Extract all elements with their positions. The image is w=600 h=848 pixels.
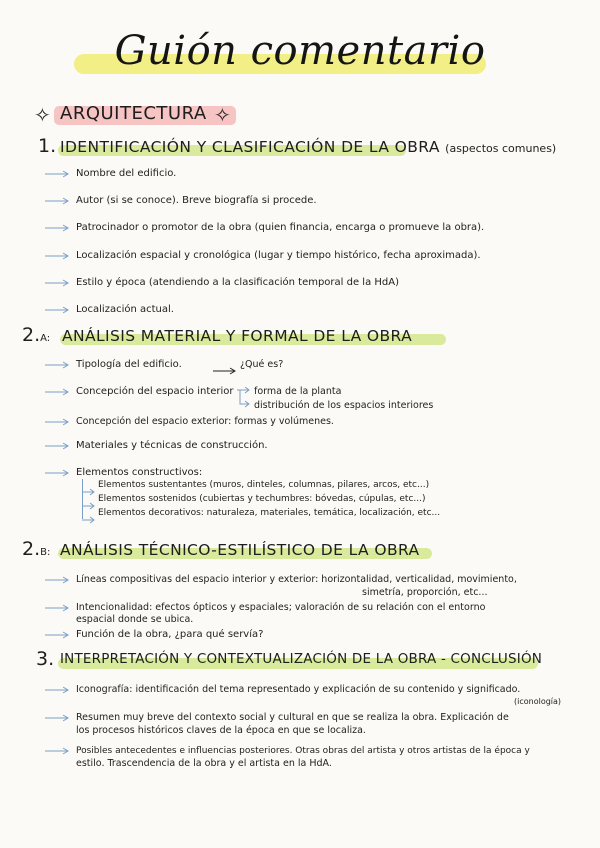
item-text: Concepción del espacio exterior: formas y volúmenes. [76,416,334,427]
item-text-continued: simetría, proporción, etc... [362,587,488,598]
arrow-right-icon [44,169,70,179]
sub-item-text: Elementos sostenidos (cubiertas y techumbres: bóvedas, cúpulas, etc...) [98,494,426,504]
arrow-right-icon [44,196,70,206]
page-title: Guión comentario [114,28,486,74]
section-2a-heading [0,324,600,350]
item-detail: forma de la planta [254,386,342,397]
arrow-right-icon [82,509,96,528]
arrow-right-icon [44,278,70,288]
arrow-right-icon [44,417,70,427]
section-1-title-text: IDENTIFICACIÓN Y CLASIFICACIÓN DE LA OBRA [60,138,440,156]
section-2b-heading [0,538,600,564]
item-text-continued: espacial donde se ubica. [76,614,194,625]
arrow-right-icon [44,713,70,723]
section-2b-number [22,538,50,560]
branch-arrow-icon [236,387,254,413]
section-1-note: (aspectos comunes) [445,142,557,155]
sub-item-text: Elementos decorativos: naturaleza, materiales, temática, localización, etc... [98,508,441,518]
item-text: Nombre del edificio. [76,168,177,179]
arrow-right-icon [44,360,70,370]
item-text: Elementos constructivos: [76,467,203,478]
item-text: Tipología del edificio. [76,359,182,370]
section-2a-sub: A: [40,333,51,344]
item-text: Resumen muy breve del contexto social y cultural en que se realiza la obra. Explicación de [76,712,509,723]
section-3-title: INTERPRETACIÓN Y CONTEXTUALIZACIÓN DE LA OBRA - CONCLUSIÓN [60,651,543,667]
item-text: Iconografía: identificación del tema representado y explicación de su contenido y significado. [76,684,521,695]
arrow-right-icon [44,685,70,695]
section-1-number: 1. [38,135,57,157]
item-text: Función de la obra, ¿para qué servía? [76,629,264,640]
section-1-title [60,138,556,156]
item-text: Concepción del espacio interior [76,386,234,397]
section-3-number: 3. [36,648,55,670]
sparkle-icon: ✧ [214,103,231,127]
item-text: Intencionalidad: efectos ópticos y espaciales; valoración de su relación con el entorno [76,602,486,613]
item-text: Patrocinador o promotor de la obra (quien financia, encarga o promueve la obra). [76,222,485,233]
sparkle-icon: ✧ [34,103,51,127]
arrow-right-icon [44,603,70,613]
sub-item-text: Elementos sustentantes (muros, dinteles, columnas, pilares, arcos, etc...) [98,480,430,490]
arrow-right-icon [44,630,70,640]
arrow-right-icon [212,361,238,380]
item-text: Localización actual. [76,304,174,315]
section-2a-number [22,324,50,346]
item-text-continued: los procesos históricos claves de la época en que se localiza. [76,725,366,736]
arrow-right-icon [44,305,70,315]
item-text: Autor (si se conoce). Breve biografía si procede. [76,195,317,206]
section-2b-num: 2. [22,538,41,560]
arrow-right-icon [44,575,70,585]
item-text: Materiales y técnicas de construcción. [76,440,268,451]
section-2a-num: 2. [22,324,41,346]
section-2b-sub: B: [40,547,51,558]
section-1-heading [0,135,600,161]
arrow-right-icon [44,387,70,397]
section-3-heading [0,648,600,674]
arrow-right-icon [44,441,70,451]
item-text-continued: estilo. Trascendencia de la obra y el artista en la HdA. [76,758,332,769]
item-text: Líneas compositivas del espacio interior y exterior: horizontalidad, verticalidad, movimiento, [76,574,517,585]
item-text: Posibles antecedentes e influencias posteriores. Otras obras del artista y otros artistas de la época y [76,746,530,756]
arquitectura-label: ARQUITECTURA [60,103,207,124]
title-block [0,22,600,82]
item-text: Estilo y época (atendiendo a la clasificación temporal de la HdA) [76,277,399,288]
arrow-right-icon [44,746,70,756]
arrow-right-icon [44,223,70,233]
arrow-right-icon [44,251,70,261]
item-question: ¿Qué es? [240,359,284,370]
section-2a-title: ANÁLISIS MATERIAL Y FORMAL DE LA OBRA [62,327,413,345]
item-detail: distribución de los espacios interiores [254,400,434,411]
item-text: Localización espacial y cronológica (lugar y tiempo histórico, fecha aproximada). [76,250,481,261]
item-note: (iconología) [514,697,562,706]
section-2b-title: ANÁLISIS TÉCNICO-ESTILÍSTICO DE LA OBRA [60,541,420,559]
arrow-right-icon [44,468,70,478]
